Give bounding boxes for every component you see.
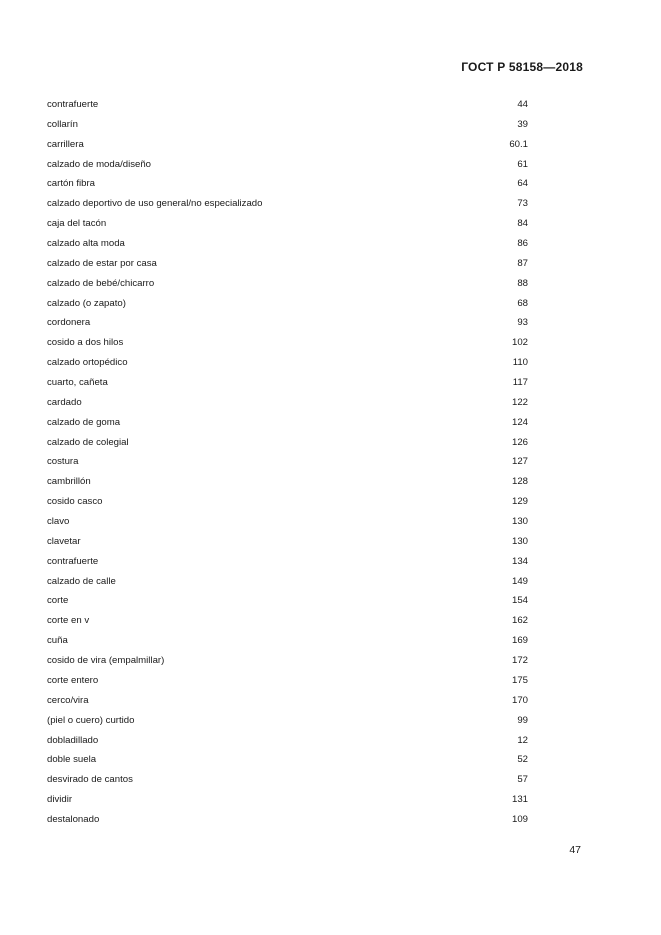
index-term: calzado de moda/diseño [47, 158, 152, 170]
index-term: carrillera [47, 138, 84, 150]
index-term: desvirado de cantos [47, 774, 133, 786]
index-term-number: 39 [517, 118, 528, 130]
index-row [47, 214, 537, 234]
index-term-number: 172 [511, 655, 528, 667]
page-number: 47 [569, 844, 581, 856]
index-term-number: 110 [512, 357, 528, 369]
index-term-number: 128 [511, 476, 528, 488]
index-term: dobladillado [47, 734, 99, 746]
index-term-number: 130 [511, 516, 528, 528]
index-term-number: 99 [517, 714, 528, 726]
index-row [47, 373, 537, 393]
index-term-number: 57 [517, 774, 528, 786]
index-row [47, 95, 537, 115]
index-row [47, 691, 537, 711]
index-term: calzado alta moda [47, 238, 125, 250]
index-term-number: 134 [511, 555, 528, 567]
index-row [47, 790, 537, 810]
index-term-number: 130 [511, 535, 528, 547]
index-term-number: 122 [511, 396, 528, 408]
index-term-number: 87 [517, 257, 528, 269]
index-term-number: 102 [511, 337, 528, 349]
index-term: (piel o cuero) curtido [47, 714, 135, 726]
index-term-number: 93 [517, 317, 528, 329]
index-term: collarín [47, 118, 78, 130]
index-term: doble suela [47, 754, 97, 766]
index-row [47, 452, 537, 472]
index-term: calzado (o zapato) [47, 297, 126, 309]
index-row [47, 353, 537, 373]
index-row [47, 750, 537, 770]
index-row [47, 492, 537, 512]
index-term: cordonera [47, 317, 91, 329]
index-term: cuarto, cañeta [47, 377, 108, 389]
index-term-number: 73 [517, 198, 528, 210]
index-row [47, 234, 537, 254]
index-row [47, 611, 537, 631]
index-term-number: 169 [511, 635, 528, 647]
index-term: cosido a dos hilos [47, 337, 124, 349]
index-term: contrafuerte [47, 99, 99, 110]
index-row [47, 174, 537, 194]
index-row [47, 552, 537, 572]
index-term-number: 162 [511, 615, 528, 627]
term-index-list [47, 95, 537, 830]
index-term: calzado de goma [47, 416, 121, 428]
index-term-number: 68 [517, 297, 528, 309]
index-row [47, 393, 537, 413]
index-row [47, 572, 537, 592]
index-row [47, 433, 537, 453]
index-term: cosido casco [47, 496, 103, 508]
index-term-number: 12 [517, 734, 528, 746]
index-term-number: 131 [511, 794, 528, 806]
index-row [47, 651, 537, 671]
index-term: corte en v [47, 615, 90, 627]
index-term-number: 88 [517, 277, 528, 289]
index-term: costura [47, 456, 79, 468]
index-row [47, 711, 537, 731]
index-term: contrafuerte [47, 555, 99, 567]
index-term-number: 109 [511, 813, 528, 825]
index-term-number: 60.1 [509, 138, 528, 150]
index-term-number: 52 [517, 754, 528, 766]
index-row [47, 671, 537, 691]
index-term: cardado [47, 396, 82, 408]
index-term: cuña [47, 635, 68, 647]
index-row [47, 413, 537, 433]
index-term-number: 154 [511, 595, 528, 607]
index-term-number: 117 [512, 377, 528, 389]
index-row [47, 294, 537, 314]
index-row [47, 810, 537, 830]
index-term-number: 126 [511, 436, 528, 448]
index-term: caja del tacón [47, 218, 107, 230]
index-term-number: 124 [511, 416, 528, 428]
index-row [47, 254, 537, 274]
index-term: cosido de vira (empalmillar) [47, 655, 165, 667]
index-row [47, 194, 537, 214]
index-term: clavetar [47, 535, 81, 547]
index-term-number: 127 [511, 456, 528, 468]
index-term: cartón fibra [47, 178, 95, 190]
index-row [47, 532, 537, 552]
index-term: corte [47, 595, 69, 607]
index-term: calzado de estar por casa [47, 257, 157, 269]
index-term: cambrillón [47, 476, 91, 488]
index-term-number: 175 [511, 674, 528, 686]
index-row [47, 631, 537, 651]
index-row [47, 512, 537, 532]
index-term-number: 170 [511, 694, 528, 706]
index-term-number: 84 [517, 218, 528, 230]
index-row [47, 135, 537, 155]
index-term: calzado de bebé/chicarro [47, 277, 155, 289]
index-term: calzado ortopédico [47, 357, 128, 369]
index-row [47, 731, 537, 751]
index-term: calzado de colegial [47, 436, 129, 448]
index-term-number: 44 [517, 99, 528, 110]
index-term-number: 149 [511, 575, 528, 587]
index-row [47, 115, 537, 135]
index-term-number: 129 [511, 496, 528, 508]
index-row [47, 274, 537, 294]
index-row [47, 333, 537, 353]
index-term: destalonado [47, 813, 100, 825]
index-term-number: 64 [517, 178, 528, 190]
document-header: ГОСТ Р 58158—2018 [461, 60, 583, 74]
index-term: calzado deportivo de uso general/no especializado [47, 198, 263, 210]
index-term: cerco/vira [47, 694, 89, 706]
index-row [47, 770, 537, 790]
index-row [47, 155, 537, 175]
index-term: dividir [47, 794, 73, 806]
index-row [47, 313, 537, 333]
index-term-number: 61 [517, 158, 528, 170]
index-row [47, 591, 537, 611]
index-term-number: 86 [517, 238, 528, 250]
index-term: calzado de calle [47, 575, 116, 587]
index-term: clavo [47, 516, 70, 528]
index-term: corte entero [47, 674, 99, 686]
index-row [47, 472, 537, 492]
